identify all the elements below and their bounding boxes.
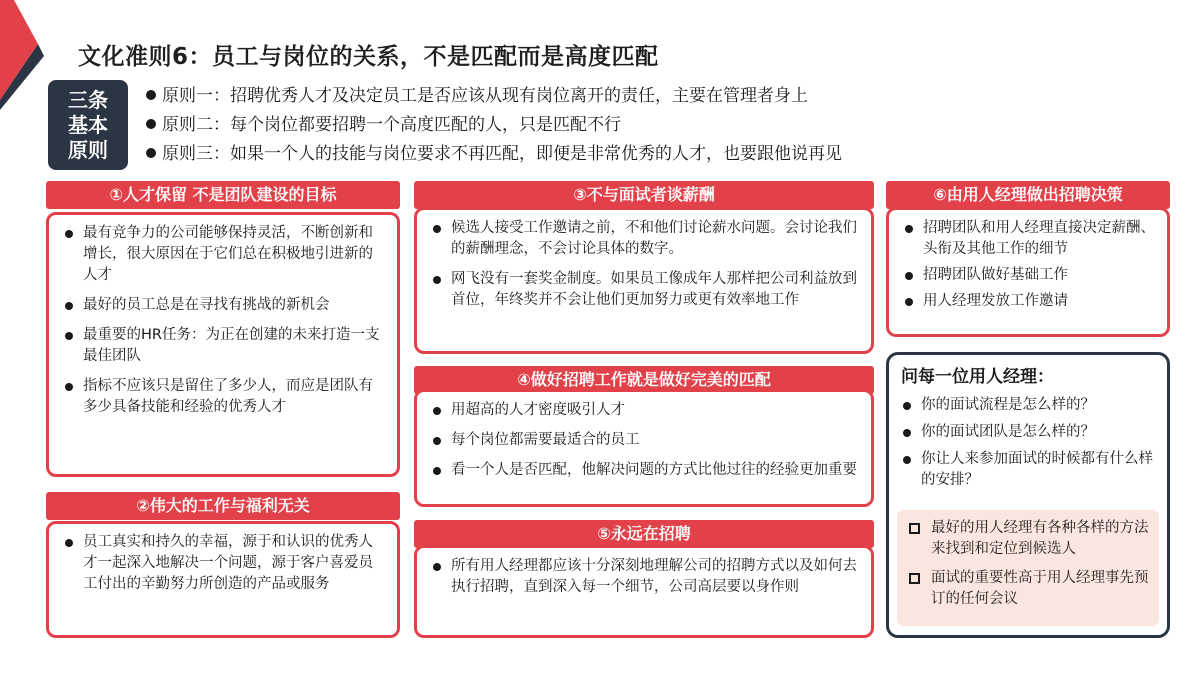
- checkbox-icon: [909, 573, 920, 584]
- section-3-box: [414, 207, 874, 354]
- ask-managers-box: [886, 352, 1170, 638]
- tip-text: 面试的重要性高于用人经理事先预订的任何会议: [931, 570, 1149, 607]
- tip-item: [905, 568, 1151, 610]
- badge-line: 三条: [68, 87, 108, 112]
- section-1-box: [46, 212, 400, 477]
- list-item: 所有用人经理都应该十分深刻地理解公司的招聘方式以及如何去执行招聘，直到深入每一个细节，公司高层要以身作则: [431, 556, 859, 598]
- corner-decoration: [0, 0, 48, 110]
- list-item: 你的面试流程是怎么样的？: [901, 395, 1157, 416]
- badge-line: 原则: [68, 137, 108, 162]
- principle-item: [146, 111, 842, 140]
- tips-panel: [897, 510, 1159, 626]
- section-2-header: ②伟大的工作与福利无关: [46, 492, 400, 520]
- list-item: 员工真实和持久的幸福，源于和认识的优秀人才一起深入地解决一个问题，源于客户喜爱员工付出的辛勤努力所创造的产品或服务: [63, 532, 385, 595]
- bullet-icon: [146, 148, 156, 158]
- list-item: 每个岗位都需要最适合的员工: [431, 430, 859, 451]
- list-item: 用人经理发放工作邀请: [903, 291, 1155, 312]
- list-item: 候选人接受工作邀请之前，不和他们讨论薪水问题。会讨论我们的薪酬理念，不会讨论具体的数字。: [431, 218, 859, 260]
- principle-item: [146, 140, 842, 169]
- section-5-header: ⑤永远在招聘: [414, 520, 874, 548]
- page-title: 文化准则6：员工与岗位的关系，不是匹配而是高度匹配: [78, 44, 659, 70]
- list-item: 网飞没有一套奖金制度。如果员工像成年人那样把公司利益放到首位，年终奖并不会让他们更加努力或更有效率地工作: [431, 269, 859, 311]
- section-6-header: ⑥由用人经理做出招聘决策: [886, 181, 1170, 209]
- list-item: 招聘团队做好基础工作: [903, 265, 1155, 286]
- checkbox-icon: [909, 523, 920, 534]
- tip-item: [905, 518, 1151, 560]
- list-item: 最有竞争力的公司能够保持灵活，不断创新和增长，很大原因在于它们总在积极地引进新的人才: [63, 223, 385, 286]
- section-4-box: [414, 389, 874, 507]
- list-item: 招聘团队和用人经理直接决定薪酬、头衔及其他工作的细节: [903, 218, 1155, 260]
- list-item: 看一个人是否匹配，他解决问题的方式比他过往的经验更加重要: [431, 460, 859, 481]
- principles-badge: [48, 80, 128, 170]
- bullet-icon: [146, 90, 156, 100]
- section-3-header: ③不与面试者谈薪酬: [414, 181, 874, 209]
- list-item: 最好的员工总是在寻找有挑战的新机会: [63, 295, 385, 316]
- list-item: 最重要的HR任务：为正在创建的未来打造一支最佳团队: [63, 325, 385, 367]
- badge-line: 基本: [68, 112, 108, 137]
- bullet-icon: [146, 119, 156, 129]
- section-2-box: [46, 521, 400, 638]
- principle-item: [146, 82, 842, 111]
- principle-text: 原则二：每个岗位都要招聘一个高度匹配的人，只是匹配不行: [162, 115, 621, 135]
- list-item: 你让人来参加面试的时候都有什么样的安排？: [901, 449, 1157, 491]
- list-item: 指标不应该只是留住了多少人，而应是团队有多少具备技能和经验的优秀人才: [63, 376, 385, 418]
- list-item: 用超高的人才密度吸引人才: [431, 400, 859, 421]
- section-4-header: ④做好招聘工作就是做好完美的匹配: [414, 366, 874, 394]
- principle-text: 原则三：如果一个人的技能与岗位要求不再匹配，即便是非常优秀的人才，也要跟他说再见: [162, 144, 842, 164]
- principle-text: 原则一：招聘优秀人才及决定员工是否应该从现有岗位离开的责任，主要在管理者身上: [162, 86, 808, 106]
- section-1-header: ①人才保留 不是团队建设的目标: [46, 181, 400, 209]
- list-item: 你的面试团队是怎么样的？: [901, 422, 1157, 443]
- section-6-box: [886, 207, 1170, 337]
- principles-list: [146, 82, 842, 169]
- tip-text: 最好的用人经理有各种各样的方法来找到和定位到候选人: [931, 520, 1149, 557]
- ask-title: 问每一位用人经理：: [901, 367, 1054, 387]
- section-5-box: [414, 545, 874, 638]
